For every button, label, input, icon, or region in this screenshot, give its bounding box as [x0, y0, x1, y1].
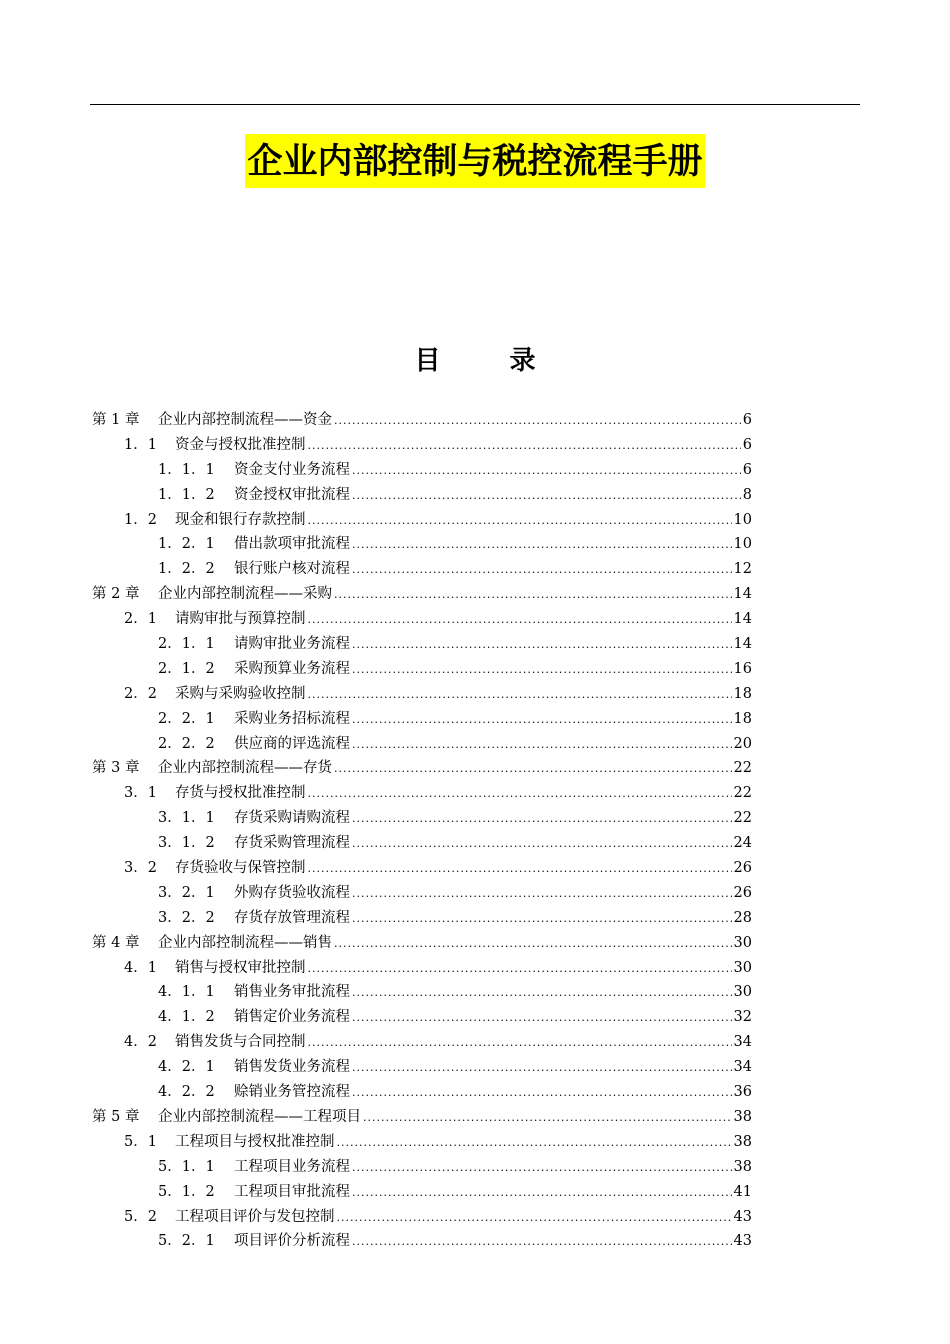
toc-entry-page: 43	[733, 1208, 752, 1225]
toc-leader-dots	[352, 733, 732, 758]
toc-entry-title: 采购业务招标流程	[234, 710, 350, 727]
toc-leader-dots	[308, 782, 732, 807]
toc-entry-title: 工程项目与授权批准控制	[175, 1133, 335, 1150]
toc-entry-title: 存货存放管理流程	[234, 909, 350, 926]
toc-entry-page: 14	[733, 611, 752, 628]
toc-entry-page: 22	[733, 785, 752, 802]
toc-entry[interactable]	[92, 1155, 752, 1180]
toc-entry[interactable]	[92, 508, 752, 533]
toc-entry-page: 34	[733, 1059, 752, 1076]
toc-leader-dots	[352, 1056, 732, 1081]
toc-entry-number: 2．2．1	[158, 710, 215, 727]
toc-entry-page: 28	[733, 909, 752, 926]
toc-entry[interactable]	[92, 682, 752, 707]
toc-entry[interactable]	[92, 433, 752, 458]
toc-entry-number: 3．1	[124, 785, 157, 802]
toc-entry[interactable]	[92, 1229, 752, 1254]
toc-entry[interactable]	[92, 1180, 752, 1205]
toc-entry[interactable]	[92, 532, 752, 557]
toc-leader-dots	[334, 932, 732, 957]
toc-entry[interactable]	[92, 1080, 752, 1105]
toc-entry[interactable]	[92, 707, 752, 732]
toc-leader-dots	[337, 1206, 732, 1231]
toc-entry-title: 供应商的评选流程	[234, 735, 350, 752]
toc-entry-page: 18	[733, 685, 752, 702]
toc-entry-number: 4．2．1	[158, 1059, 215, 1076]
toc-entry-number: 4．2	[124, 1034, 157, 1051]
toc-leader-dots	[308, 509, 732, 534]
toc-entry-number: 1．2．1	[158, 536, 215, 553]
toc-entry-title: 企业内部控制流程——工程项目	[158, 1108, 361, 1125]
toc-entry[interactable]	[92, 732, 752, 757]
toc-leader-dots	[352, 459, 741, 484]
toc-entry-title: 工程项目业务流程	[234, 1158, 350, 1175]
toc-leader-dots	[352, 1006, 732, 1031]
toc-entry-title: 采购预算业务流程	[234, 660, 350, 677]
toc-leader-dots	[308, 1031, 732, 1056]
toc-entry-number: 5．1．1	[158, 1158, 215, 1175]
toc-leader-dots	[308, 434, 741, 459]
toc-entry-number: 第 2 章	[92, 586, 140, 603]
toc-entry-title: 存货采购请购流程	[234, 810, 350, 827]
toc-entry-page: 38	[733, 1158, 752, 1175]
toc-entry[interactable]	[92, 582, 752, 607]
toc-entry[interactable]	[92, 806, 752, 831]
toc-entry-page: 38	[733, 1133, 752, 1150]
toc-entry-number: 4．2．2	[158, 1084, 215, 1101]
toc-leader-dots	[352, 708, 732, 733]
toc-entry-title: 资金支付业务流程	[234, 461, 350, 478]
toc-entry-number: 1．2．2	[158, 561, 215, 578]
toc-entry-number: 2．2	[124, 685, 157, 702]
toc-entry[interactable]	[92, 483, 752, 508]
toc-leader-dots	[352, 882, 732, 907]
toc-entry[interactable]	[92, 1205, 752, 1230]
toc-heading: 目 录	[414, 346, 566, 376]
toc-entry-page: 14	[733, 586, 752, 603]
toc-leader-dots	[352, 907, 732, 932]
toc-leader-dots	[352, 1081, 732, 1106]
toc-entry-page: 36	[733, 1084, 752, 1101]
toc-leader-dots	[352, 981, 732, 1006]
toc-entry-page: 43	[733, 1233, 752, 1250]
toc-entry-title: 存货验收与保管控制	[175, 860, 306, 877]
toc-entry-title: 销售定价业务流程	[234, 1009, 350, 1026]
toc-leader-dots	[352, 533, 732, 558]
toc-entry-page: 30	[733, 959, 752, 976]
toc-entry-page: 20	[733, 735, 752, 752]
toc-leader-dots	[352, 1230, 732, 1255]
toc-entry-number: 5．1．2	[158, 1183, 215, 1200]
toc-entry-number: 第 3 章	[92, 760, 140, 777]
toc-leader-dots	[352, 633, 732, 658]
toc-entry-number: 4．1．2	[158, 1009, 215, 1026]
toc-entry-number: 2．1．1	[158, 636, 215, 653]
toc-entry-number: 第 4 章	[92, 934, 140, 951]
toc-leader-dots	[308, 857, 732, 882]
toc-entry-page: 30	[733, 984, 752, 1001]
toc-entry-title: 请购审批业务流程	[234, 636, 350, 653]
toc-entry[interactable]	[92, 1055, 752, 1080]
toc-entry[interactable]	[92, 831, 752, 856]
toc-entry-page: 26	[733, 860, 752, 877]
document-title-container	[0, 134, 950, 188]
toc-leader-dots	[352, 484, 741, 509]
toc-entry-title: 借出款项审批流程	[234, 536, 350, 553]
toc-entry[interactable]	[92, 931, 752, 956]
toc-leader-dots	[308, 957, 732, 982]
toc-entry-number: 2．1．2	[158, 660, 215, 677]
toc-entry-page: 6	[742, 436, 752, 453]
table-of-contents	[92, 408, 752, 1254]
toc-entry-title: 银行账户核对流程	[234, 561, 350, 578]
toc-entry-page: 32	[733, 1009, 752, 1026]
toc-entry-number: 2．1	[124, 611, 157, 628]
toc-entry-page: 6	[742, 461, 752, 478]
toc-leader-dots	[352, 807, 732, 832]
toc-entry-title: 项目评价分析流程	[234, 1233, 350, 1250]
toc-entry-title: 企业内部控制流程——采购	[158, 586, 332, 603]
toc-entry-title: 资金与授权批准控制	[175, 436, 306, 453]
toc-leader-dots	[363, 1106, 732, 1131]
toc-entry-page: 34	[733, 1034, 752, 1051]
toc-entry-number: 3．1．2	[158, 835, 215, 852]
toc-entry-title: 赊销业务管控流程	[234, 1084, 350, 1101]
toc-entry-page: 6	[742, 412, 752, 428]
toc-entry-title: 企业内部控制流程——存货	[158, 760, 332, 777]
toc-entry-page: 24	[733, 835, 752, 852]
toc-entry-number: 4．1	[124, 959, 157, 976]
toc-leader-dots	[352, 832, 732, 857]
toc-entry[interactable]	[92, 557, 752, 582]
toc-entry-title: 企业内部控制流程——销售	[158, 934, 332, 951]
toc-entry[interactable]	[92, 632, 752, 657]
toc-entry[interactable]	[92, 1130, 752, 1155]
toc-entry-number: 2．2．2	[158, 735, 215, 752]
toc-entry-title: 工程项目审批流程	[234, 1183, 350, 1200]
toc-entry-title: 请购审批与预算控制	[175, 611, 306, 628]
toc-leader-dots	[334, 757, 732, 782]
toc-entry-title: 企业内部控制流程——资金	[158, 412, 332, 428]
toc-entry-page: 10	[733, 511, 752, 528]
toc-entry-number: 第 1 章	[92, 412, 140, 428]
toc-entry[interactable]	[92, 980, 752, 1005]
toc-entry-title: 存货采购管理流程	[234, 835, 350, 852]
toc-entry-number: 5．2	[124, 1208, 157, 1225]
toc-entry-title: 外购存货验收流程	[234, 884, 350, 901]
toc-entry[interactable]	[92, 408, 752, 433]
toc-leader-dots	[334, 409, 741, 434]
toc-entry-title: 存货与授权批准控制	[175, 785, 306, 802]
toc-entry-title: 销售业务审批流程	[234, 984, 350, 1001]
toc-entry[interactable]	[92, 1105, 752, 1130]
toc-entry-number: 1．1	[124, 436, 157, 453]
toc-entry-number: 5．2．1	[158, 1233, 215, 1250]
toc-entry[interactable]	[92, 881, 752, 906]
toc-entry-page: 41	[733, 1183, 752, 1200]
toc-entry[interactable]	[92, 1005, 752, 1030]
toc-entry-page: 30	[733, 934, 752, 951]
toc-entry[interactable]	[92, 856, 752, 881]
toc-entry-page: 10	[733, 536, 752, 553]
toc-entry-page: 14	[733, 636, 752, 653]
toc-entry-page: 12	[733, 561, 752, 578]
toc-leader-dots	[352, 558, 732, 583]
toc-entry-title: 现金和银行存款控制	[175, 511, 306, 528]
toc-entry-number: 3．2	[124, 860, 157, 877]
toc-entry-page: 18	[733, 710, 752, 727]
toc-entry[interactable]	[92, 1030, 752, 1055]
toc-entry[interactable]	[92, 657, 752, 682]
toc-entry-number: 5．1	[124, 1133, 157, 1150]
toc-entry-number: 3．2．2	[158, 909, 215, 926]
toc-entry[interactable]	[92, 906, 752, 931]
toc-entry-page: 38	[733, 1108, 752, 1125]
toc-entry[interactable]	[92, 956, 752, 981]
toc-leader-dots	[352, 1181, 732, 1206]
toc-entry-number: 3．2．1	[158, 884, 215, 901]
toc-entry-number: 4．1．1	[158, 984, 215, 1001]
document-title: 企业内部控制与税控流程手册	[245, 134, 704, 188]
toc-leader-dots	[334, 583, 732, 608]
toc-entry-title: 工程项目评价与发包控制	[175, 1208, 335, 1225]
toc-entry-page: 16	[733, 660, 752, 677]
toc-leader-dots	[308, 608, 732, 633]
toc-entry-number: 1．1．2	[158, 486, 215, 503]
toc-leader-dots	[337, 1131, 732, 1156]
toc-entry-page: 22	[733, 760, 752, 777]
toc-entry-page: 8	[742, 486, 752, 503]
toc-entry-number: 1．1．1	[158, 461, 215, 478]
toc-entry-title: 资金授权审批流程	[234, 486, 350, 503]
toc-entry-title: 销售发货业务流程	[234, 1059, 350, 1076]
toc-entry-number: 1．2	[124, 511, 157, 528]
toc-entry-number: 第 5 章	[92, 1108, 140, 1125]
toc-entry-page: 26	[733, 884, 752, 901]
toc-entry[interactable]	[92, 458, 752, 483]
toc-leader-dots	[308, 683, 732, 708]
toc-entry-title: 销售与授权审批控制	[175, 959, 306, 976]
toc-entry-number: 3．1．1	[158, 810, 215, 827]
toc-entry[interactable]	[92, 781, 752, 806]
toc-entry[interactable]	[92, 607, 752, 632]
header-rule	[90, 104, 860, 105]
toc-entry[interactable]	[92, 756, 752, 781]
toc-entry-title: 采购与采购验收控制	[175, 685, 306, 702]
toc-leader-dots	[352, 658, 732, 683]
toc-leader-dots	[352, 1156, 732, 1181]
toc-entry-title: 销售发货与合同控制	[175, 1034, 306, 1051]
toc-entry-page: 22	[733, 810, 752, 827]
